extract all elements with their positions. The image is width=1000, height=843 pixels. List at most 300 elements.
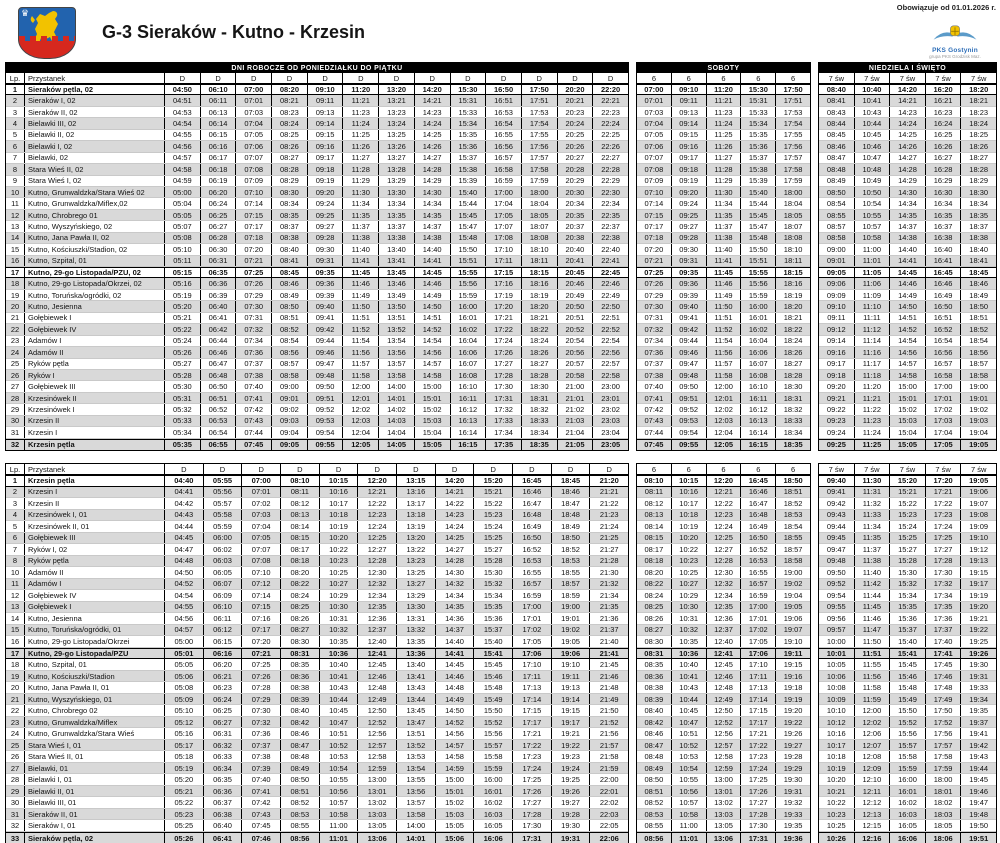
time-cell: 10:29 <box>671 590 706 601</box>
time-cell: 19:05 <box>775 602 810 613</box>
lp-header-cell: Lp. <box>9 464 21 474</box>
time-cell: 21:56 <box>589 728 628 739</box>
time-cell: 07:02 <box>241 498 280 509</box>
time-cell: 16:00 <box>740 301 775 311</box>
time-cell: 11:23 <box>342 107 378 117</box>
time-cell: 18:33 <box>775 416 810 426</box>
time-cell: 15:39 <box>740 176 775 186</box>
time-cell: 22:01 <box>589 786 628 797</box>
time-cell: 18:51 <box>775 487 810 498</box>
time-cell: 16:01 <box>740 313 775 323</box>
time-cell: 07:42 <box>241 797 280 808</box>
time-cell: 10:53 <box>671 751 706 762</box>
time-cell: 05:57 <box>203 498 242 509</box>
time-cell: 21:22 <box>589 498 628 509</box>
time-cell: 07:40 <box>235 381 271 391</box>
time-cell: 18:59 <box>551 590 590 601</box>
column-code-cell: D <box>271 73 307 83</box>
stop-name-cell: Bielawki I, 02 <box>24 141 164 151</box>
stop-row <box>637 84 810 95</box>
time-cell: 17:27 <box>925 544 961 555</box>
time-cell: 15:21 <box>473 487 512 498</box>
stop-row <box>6 130 628 141</box>
time-cell: 07:42 <box>235 404 271 414</box>
time-cell: 19:00 <box>775 567 810 578</box>
time-cell: 11:22 <box>854 404 890 414</box>
time-cell: 07:29 <box>235 290 271 300</box>
time-cell: 17:25 <box>740 774 775 785</box>
stop-name-cell: Kutno, Jesienna <box>24 613 164 624</box>
time-cell: 22:57 <box>592 359 628 369</box>
time-cell: 19:32 <box>775 797 810 808</box>
time-cell: 16:59 <box>512 590 551 601</box>
column-code-cell: D <box>557 73 593 83</box>
time-cell: 08:40 <box>644 706 664 716</box>
time-cell: 15:49 <box>889 694 925 705</box>
time-cell: 18:20 <box>960 85 996 94</box>
time-cell: 16:53 <box>512 556 551 567</box>
time-cell: 06:36 <box>200 278 236 288</box>
time-cell: 18:31 <box>521 393 557 403</box>
time-cell: 15:27 <box>473 544 512 555</box>
time-cell: 16:11 <box>740 393 775 403</box>
stop-row <box>637 95 810 106</box>
stop-row <box>6 324 628 335</box>
time-cell: 10:43 <box>319 682 358 693</box>
time-cell: 11:40 <box>342 244 378 254</box>
time-cell: 16:21 <box>925 95 961 105</box>
time-cell: 19:51 <box>960 833 996 843</box>
time-cell: 10:32 <box>319 625 358 636</box>
stop-row <box>819 278 996 289</box>
column-code-cell: D <box>589 464 628 474</box>
time-cell: 17:06 <box>512 649 551 659</box>
time-cell: 13:01 <box>706 786 741 797</box>
time-cell: 10:05 <box>826 660 846 669</box>
stop-name-cell: Stara Wieś II, 01 <box>24 751 164 762</box>
time-cell: 07:01 <box>241 487 280 498</box>
time-cell: 14:45 <box>435 659 474 670</box>
time-cell: 14:35 <box>414 210 450 220</box>
time-cell: 18:46 <box>551 487 590 498</box>
stop-row <box>6 439 628 450</box>
lp-cell: 15 <box>10 244 20 254</box>
time-cell: 11:32 <box>854 498 890 509</box>
stop-row <box>819 556 996 568</box>
time-cell: 19:24 <box>551 763 590 774</box>
time-cell: 07:39 <box>241 763 280 774</box>
stop-name-cell: Sieraków pętla, 02 <box>24 833 164 843</box>
time-cell: 12:36 <box>357 613 396 624</box>
stop-row <box>6 751 628 763</box>
time-cell: 19:10 <box>551 659 590 670</box>
column-code-cell: 6 <box>706 73 741 83</box>
time-cell: 11:34 <box>854 521 890 532</box>
time-cell: 14:46 <box>889 278 925 288</box>
time-cell: 13:45 <box>378 268 414 277</box>
time-cell: 05:05 <box>164 210 200 220</box>
time-cell: 05:12 <box>164 717 203 728</box>
time-cell: 09:03 <box>271 416 307 426</box>
stop-name-cell: Bielawki, 01 <box>24 763 164 774</box>
time-cell: 08:38 <box>644 683 664 693</box>
time-cell: 07:32 <box>644 324 664 334</box>
time-cell: 15:56 <box>740 278 775 288</box>
time-cell: 14:01 <box>378 393 414 403</box>
time-cell: 05:11 <box>164 256 200 266</box>
column-header-row <box>6 464 628 475</box>
time-cell: 15:52 <box>889 717 925 728</box>
time-cell: 13:36 <box>396 649 435 659</box>
time-cell: 11:57 <box>342 359 378 369</box>
time-cell: 15:25 <box>473 533 512 544</box>
time-cell: 18:28 <box>960 164 996 174</box>
stop-row <box>637 141 810 152</box>
time-cell: 15:20 <box>889 476 925 486</box>
time-cell: 10:20 <box>826 775 846 785</box>
weekday-table-direction-1 <box>5 62 629 451</box>
time-cell: 04:47 <box>164 544 203 555</box>
time-cell: 08:44 <box>826 119 846 129</box>
time-cell: 19:06 <box>775 613 810 624</box>
time-cell: 15:58 <box>889 751 925 762</box>
time-cell: 08:26 <box>644 613 664 623</box>
time-cell: 15:50 <box>450 244 486 254</box>
stop-name-cell: Krzesin pętla <box>24 440 164 450</box>
stop-row <box>819 544 996 556</box>
time-cell: 20:37 <box>557 221 593 231</box>
lp-cell: 17 <box>10 648 20 658</box>
time-cell: 15:56 <box>450 278 486 288</box>
time-cell: 09:25 <box>826 440 846 450</box>
time-cell: 10:16 <box>826 729 846 739</box>
time-cell: 08:27 <box>271 153 307 163</box>
time-cell: 15:31 <box>450 95 486 105</box>
time-cell: 12:37 <box>706 625 741 636</box>
time-cell: 05:09 <box>164 694 203 705</box>
time-cell: 16:34 <box>925 198 961 208</box>
column-code-cell: D <box>435 464 474 474</box>
time-cell: 05:01 <box>164 649 203 659</box>
time-cell: 16:06 <box>450 347 486 357</box>
time-cell: 18:34 <box>775 427 810 437</box>
time-cell: 18:58 <box>960 370 996 380</box>
stop-row <box>6 359 628 370</box>
time-cell: 19:30 <box>551 820 590 831</box>
time-cell: 18:10 <box>775 244 810 254</box>
time-cell: 06:36 <box>203 786 242 797</box>
time-cell: 08:53 <box>280 809 319 820</box>
lp-cell: 22 <box>10 706 20 716</box>
time-cell: 18:49 <box>960 290 996 300</box>
time-cell: 11:24 <box>706 118 741 128</box>
time-cell: 07:14 <box>235 198 271 208</box>
column-code-cell: D <box>164 73 200 83</box>
time-cell: 10:45 <box>671 705 706 716</box>
time-cell: 09:52 <box>826 579 846 589</box>
time-cell: 07:45 <box>241 820 280 831</box>
time-cell: 18:30 <box>960 187 996 197</box>
time-cell: 10:19 <box>826 763 846 773</box>
time-cell: 09:48 <box>307 370 343 380</box>
time-cell: 18:50 <box>960 301 996 311</box>
time-cell: 09:42 <box>671 324 706 334</box>
time-cell: 12:48 <box>357 682 396 693</box>
time-cell: 14:40 <box>435 636 474 647</box>
time-cell: 17:01 <box>740 613 775 624</box>
time-cell: 14:24 <box>435 521 474 532</box>
time-cell: 05:17 <box>164 740 203 751</box>
time-cell: 11:01 <box>671 833 706 843</box>
time-cell: 19:01 <box>960 393 996 403</box>
time-cell: 05:10 <box>164 705 203 716</box>
lp-cell: 25 <box>10 359 20 369</box>
time-cell: 07:01 <box>235 95 271 105</box>
time-cell: 15:38 <box>450 164 486 174</box>
stop-row <box>637 256 810 267</box>
time-cell: 16:51 <box>925 313 961 323</box>
time-cell: 13:51 <box>378 313 414 323</box>
time-cell: 14:52 <box>414 324 450 334</box>
time-cell: 15:02 <box>435 797 474 808</box>
time-cell: 19:26 <box>960 649 996 659</box>
time-cell: 16:10 <box>450 381 486 391</box>
time-cell: 19:05 <box>551 636 590 647</box>
time-cell: 17:23 <box>512 751 551 762</box>
lp-cell: 19 <box>10 671 20 681</box>
time-cell: 19:17 <box>551 717 590 728</box>
time-cell: 16:56 <box>925 347 961 357</box>
time-cell: 15:48 <box>889 682 925 693</box>
time-cell: 10:57 <box>319 797 358 808</box>
time-cell: 14:21 <box>889 95 925 105</box>
stop-name-cell: Bielawki, 02 <box>24 153 164 163</box>
time-cell: 13:23 <box>396 556 435 567</box>
stop-name-cell: Adamów I <box>24 336 164 346</box>
time-cell: 12:45 <box>357 659 396 670</box>
time-cell: 06:55 <box>200 440 236 450</box>
time-cell: 14:38 <box>414 233 450 243</box>
time-cell: 08:25 <box>280 602 319 613</box>
stop-row <box>6 475 628 487</box>
time-cell: 20:29 <box>557 176 593 186</box>
time-cell: 13:05 <box>357 820 396 831</box>
time-cell: 19:05 <box>960 476 996 486</box>
stop-row <box>819 336 996 347</box>
time-cell: 06:37 <box>203 797 242 808</box>
time-cell: 12:57 <box>357 740 396 751</box>
time-cell: 13:28 <box>378 164 414 174</box>
stop-row <box>6 176 628 187</box>
time-cell: 06:10 <box>203 602 242 613</box>
stop-row <box>637 324 810 335</box>
time-cell: 08:48 <box>644 752 664 762</box>
time-cell: 08:18 <box>644 556 664 566</box>
column-code-cell: 7 św <box>925 73 961 83</box>
time-cell: 22:35 <box>592 210 628 220</box>
time-cell: 15:22 <box>473 498 512 509</box>
column-code-cell: D <box>203 464 242 474</box>
stop-row <box>637 164 810 175</box>
time-cell: 12:24 <box>357 521 396 532</box>
time-cell: 09:23 <box>826 416 846 426</box>
time-cell: 07:43 <box>241 809 280 820</box>
time-cell: 17:02 <box>740 625 775 636</box>
time-cell: 13:25 <box>396 567 435 578</box>
time-cell: 16:25 <box>925 130 961 140</box>
time-cell: 21:25 <box>589 533 628 544</box>
time-cell: 17:46 <box>925 671 961 682</box>
stop-row <box>637 774 810 786</box>
time-cell: 16:07 <box>740 359 775 369</box>
time-cell: 23:04 <box>592 427 628 437</box>
stop-row <box>637 176 810 187</box>
lp-cell: 13 <box>10 221 20 231</box>
time-cell: 18:15 <box>775 268 810 277</box>
time-cell: 06:05 <box>203 567 242 578</box>
time-cell: 08:56 <box>271 347 307 357</box>
stop-row <box>637 244 810 255</box>
time-cell: 09:51 <box>671 393 706 403</box>
time-cell: 15:57 <box>473 740 512 751</box>
time-cell: 05:05 <box>164 659 203 670</box>
time-cell: 09:05 <box>826 268 846 278</box>
time-cell: 14:41 <box>889 256 925 266</box>
column-code-cell: 7 św <box>960 73 996 83</box>
time-cell: 12:35 <box>706 602 741 613</box>
time-cell: 17:28 <box>512 809 551 820</box>
time-cell: 16:52 <box>512 544 551 555</box>
time-cell: 14:56 <box>889 347 925 357</box>
stop-row <box>819 740 996 752</box>
stop-row <box>6 694 628 706</box>
operator-wings-icon <box>932 25 978 42</box>
time-cell: 08:25 <box>271 130 307 140</box>
time-cell: 21:49 <box>589 694 628 705</box>
time-cell: 04:42 <box>164 498 203 509</box>
stop-row <box>637 797 810 809</box>
lp-cell: 11 <box>11 579 19 589</box>
time-cell: 07:20 <box>241 636 280 647</box>
stop-row <box>819 244 996 255</box>
time-cell: 13:56 <box>396 786 435 797</box>
time-cell: 17:36 <box>925 613 961 624</box>
time-cell: 17:24 <box>740 763 775 774</box>
time-cell: 15:27 <box>889 544 925 555</box>
time-cell: 17:30 <box>485 381 521 391</box>
time-cell: 12:46 <box>357 671 396 682</box>
time-cell: 07:07 <box>644 153 664 163</box>
time-cell: 17:21 <box>485 313 521 323</box>
time-cell: 20:54 <box>557 336 593 346</box>
time-cell: 09:55 <box>307 440 343 450</box>
time-cell: 07:41 <box>644 393 664 403</box>
time-cell: 12:56 <box>706 728 741 739</box>
time-cell: 17:20 <box>925 476 961 486</box>
time-cell: 19:07 <box>960 498 996 509</box>
time-cell: 12:03 <box>342 416 378 426</box>
lp-cell: 32 <box>10 821 20 831</box>
time-cell: 09:40 <box>671 301 706 311</box>
time-cell: 17:33 <box>485 416 521 426</box>
time-cell: 14:58 <box>414 370 450 380</box>
time-cell: 16:46 <box>740 487 775 498</box>
stop-name-cell: Kutno, Jana Pawła II, 02 <box>24 233 164 243</box>
time-cell: 10:45 <box>854 130 890 140</box>
time-cell: 08:23 <box>271 107 307 117</box>
time-cell: 19:37 <box>960 717 996 728</box>
time-cell: 07:08 <box>644 164 664 174</box>
time-cell: 06:15 <box>200 130 236 140</box>
time-cell: 22:51 <box>592 313 628 323</box>
time-cell: 10:54 <box>854 198 890 208</box>
stop-row <box>6 404 628 415</box>
time-cell: 13:02 <box>357 797 396 808</box>
time-cell: 11:50 <box>854 636 890 647</box>
time-cell: 14:23 <box>414 107 450 117</box>
time-cell: 12:04 <box>342 427 378 437</box>
time-cell: 18:27 <box>521 359 557 369</box>
time-cell: 08:49 <box>644 763 664 773</box>
time-cell: 06:25 <box>203 705 242 716</box>
time-cell: 14:28 <box>889 164 925 174</box>
time-cell: 18:35 <box>960 210 996 220</box>
time-cell: 15:36 <box>740 141 775 151</box>
time-cell: 14:34 <box>889 198 925 208</box>
time-cell: 13:30 <box>396 602 435 613</box>
time-cell: 17:55 <box>521 130 557 140</box>
time-cell: 17:28 <box>925 556 961 567</box>
stop-row <box>6 544 628 556</box>
time-cell: 08:22 <box>280 579 319 590</box>
stop-name-cell: Krzesin II <box>24 416 164 426</box>
stop-row <box>6 636 628 648</box>
time-cell: 06:31 <box>203 728 242 739</box>
time-cell: 17:56 <box>775 141 810 151</box>
column-code-cell: 6 <box>740 464 775 474</box>
time-cell: 11:35 <box>854 533 890 544</box>
time-cell: 07:01 <box>644 96 664 106</box>
time-cell: 10:22 <box>319 544 358 555</box>
time-cell: 17:58 <box>521 164 557 174</box>
time-cell: 14:41 <box>414 256 450 266</box>
stop-row <box>6 267 628 278</box>
column-code-cell: 7 św <box>854 464 890 474</box>
time-cell: 07:15 <box>235 210 271 220</box>
time-cell: 13:21 <box>378 95 414 105</box>
time-cell: 07:08 <box>241 556 280 567</box>
time-cell: 12:15 <box>854 820 890 831</box>
stop-row <box>6 602 628 614</box>
time-cell: 08:49 <box>271 290 307 300</box>
stop-row <box>6 95 628 106</box>
stop-row <box>819 118 996 129</box>
time-cell: 10:17 <box>826 740 846 750</box>
time-cell: 06:14 <box>200 118 236 128</box>
stop-row <box>637 416 810 427</box>
stop-row <box>819 498 996 510</box>
time-cell: 07:30 <box>241 705 280 716</box>
column-code-cell: D <box>307 73 343 83</box>
time-cell: 11:49 <box>706 290 741 300</box>
time-cell: 08:18 <box>280 556 319 567</box>
column-header-row <box>637 73 810 84</box>
time-cell: 06:03 <box>203 556 242 567</box>
stop-name-cell: Krzesinówek I <box>24 404 164 414</box>
lp-cell: 29 <box>10 404 20 414</box>
stop-row <box>819 221 996 232</box>
crest-crown-icon: ♛ <box>21 8 30 18</box>
